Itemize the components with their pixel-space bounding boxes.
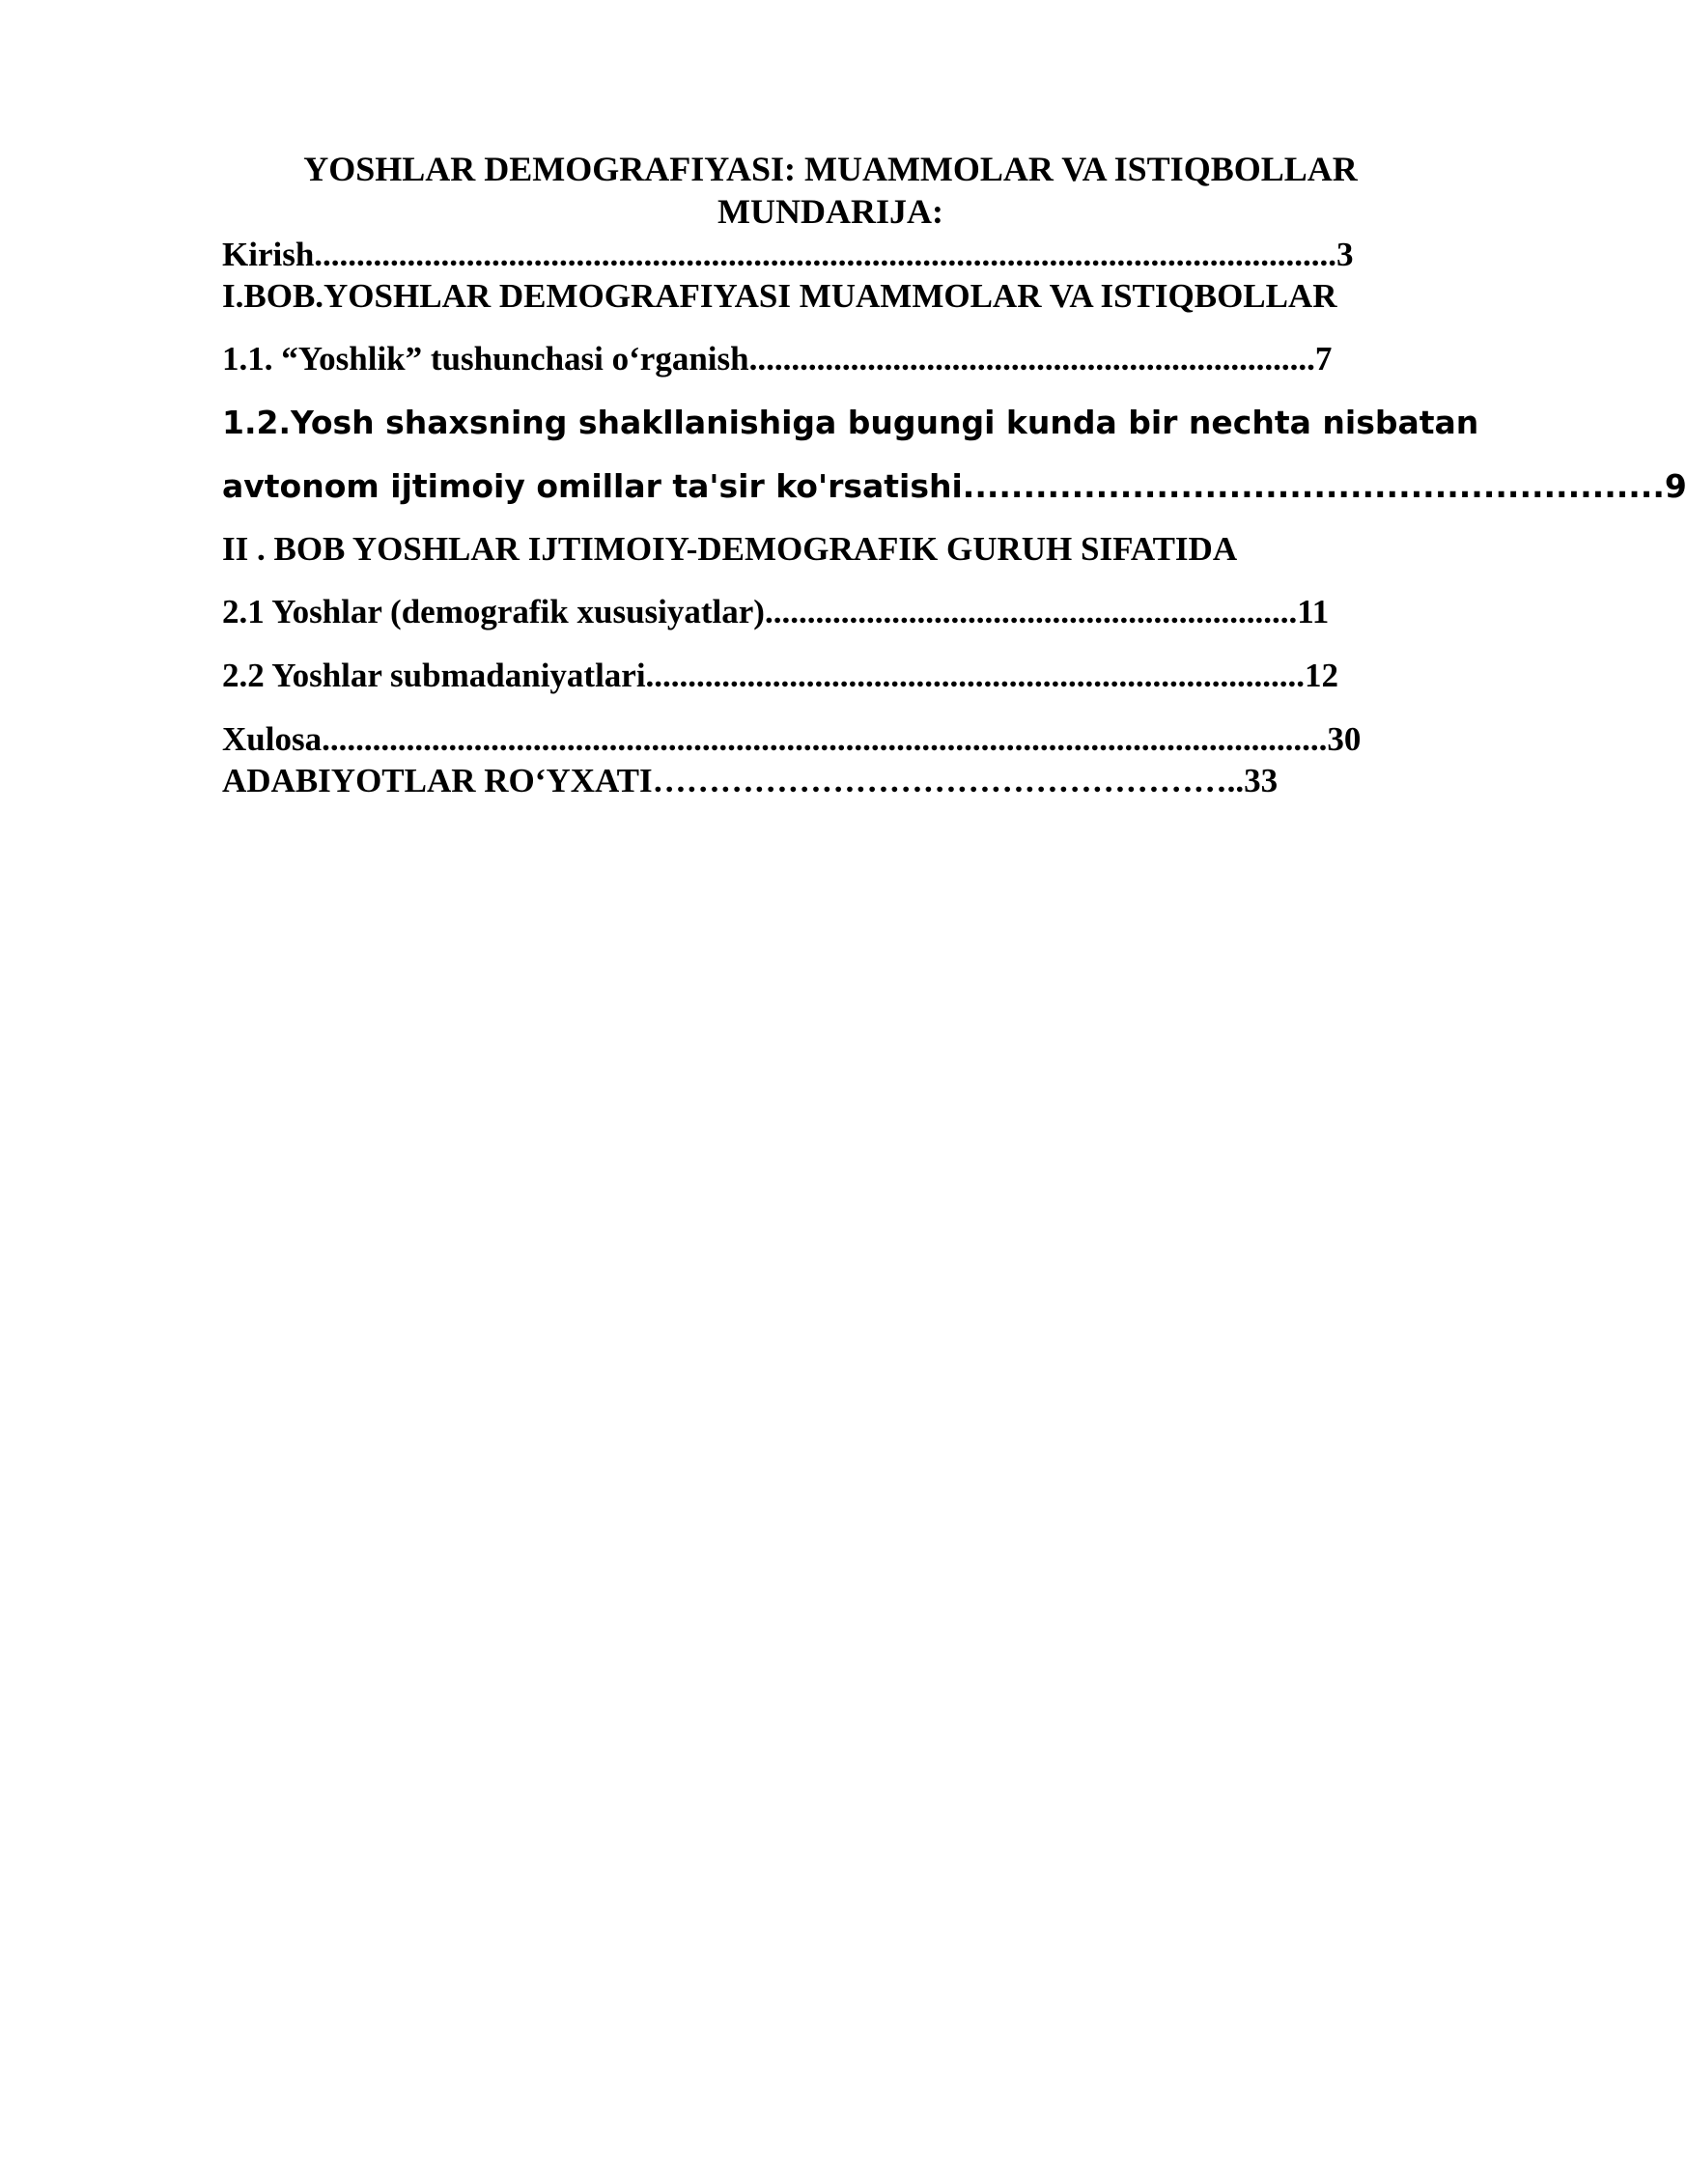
toc-entry-references: ADABIYOTLAR RO‘YXATI……………………………………………..33	[222, 762, 1279, 799]
toc-entry-1-2-cont: avtonom ijtimoiy omillar ta'sir ko'rsatishi..........................................................9	[222, 467, 1687, 505]
toc-chapter-2: II . BOB YOSHLAR IJTIMOIY-DEMOGRAFIK GURUH SIFATIDA	[222, 530, 1238, 568]
toc-heading: MUNDARIJA:	[717, 192, 943, 231]
toc-entry-introduction: Kirish.........................................................................................................................3	[222, 236, 1354, 273]
toc-entry-2-2: 2.2 Yoshlar submadaniyatlari..............................................................................12	[222, 657, 1339, 694]
toc-entry-conclusion: Xulosa.......................................................................................................................30	[222, 720, 1362, 758]
toc-entry-1-1: 1.1. “Yoshlik” tushunchasi o‘rganish...................................................................7	[222, 340, 1333, 378]
document-title: YOSHLAR DEMOGRAFIYASI: MUAMMOLAR VA ISTIQBOLLAR	[303, 150, 1358, 188]
toc-entry-1-2: 1.2.Yosh shaxsning shakllanishiga bugungi kunda bir nechta nisbatan	[222, 404, 1479, 441]
toc-entry-2-1: 2.1 Yoshlar (demografik xususiyatlar)...............................................................11	[222, 593, 1330, 630]
toc-chapter-1: I.BOB.YOSHLAR DEMOGRAFIYASI MUAMMOLAR VA ISTIQBOLLAR	[222, 277, 1337, 315]
